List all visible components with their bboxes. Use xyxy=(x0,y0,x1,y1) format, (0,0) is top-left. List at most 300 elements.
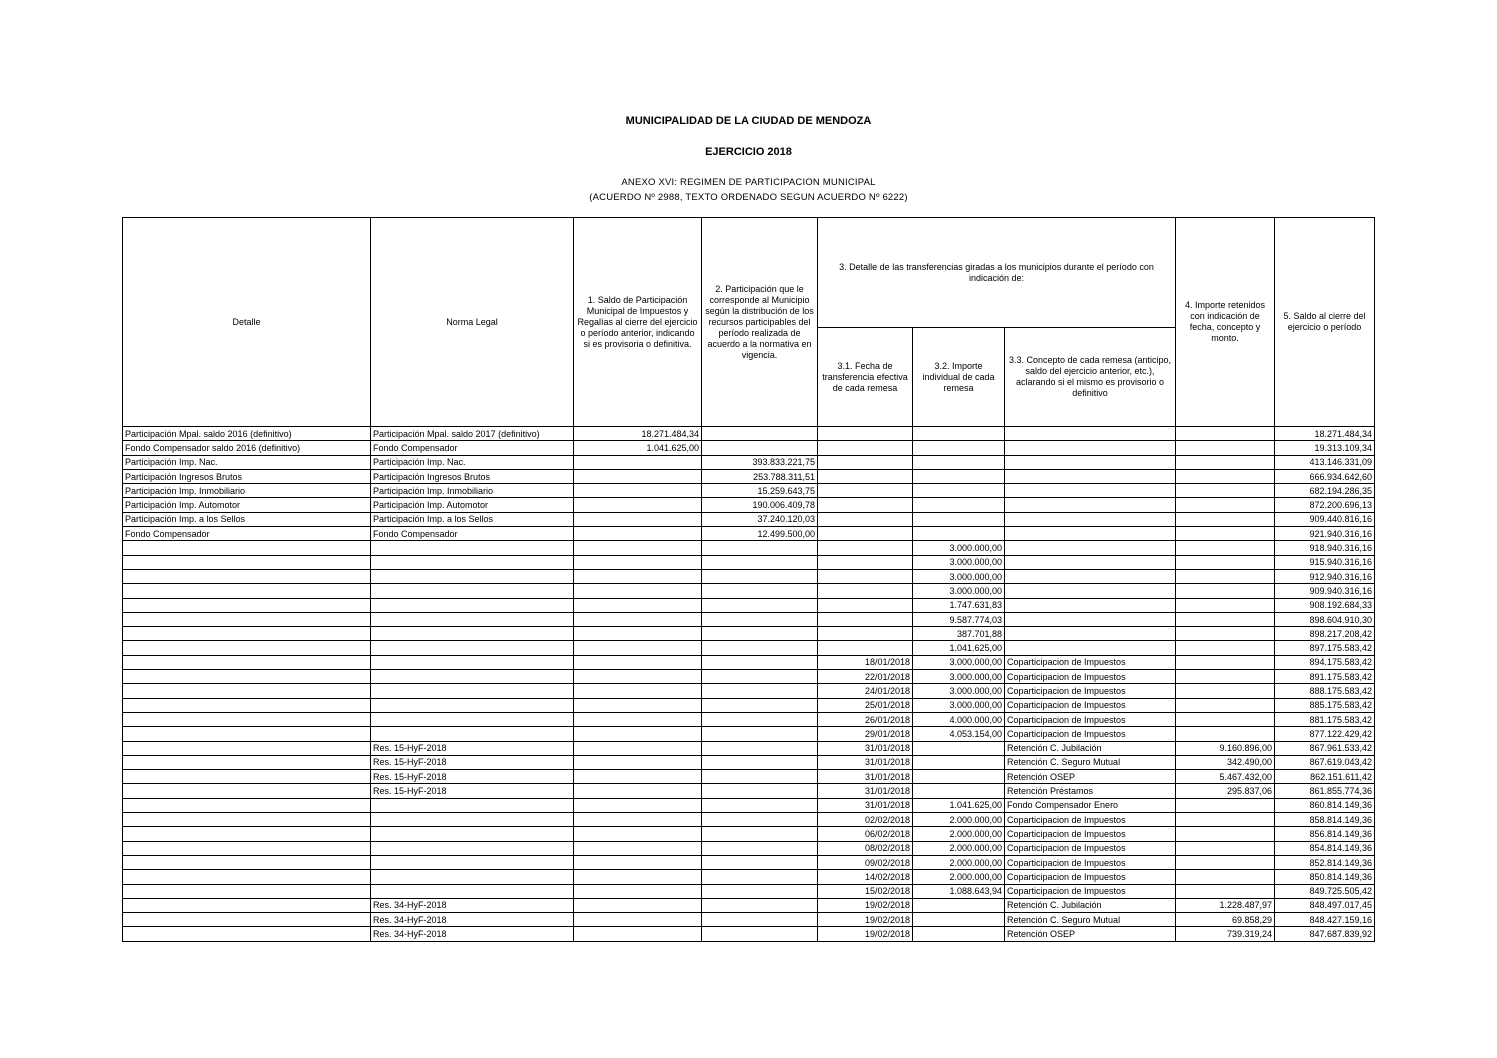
cell-saldo-cierre: 881.175.583,42 xyxy=(1275,712,1375,726)
table-row xyxy=(123,741,1375,755)
cell-detalle xyxy=(123,698,371,712)
table-row xyxy=(123,527,1375,541)
cell-saldo-anterior xyxy=(574,455,702,469)
cell-retenido xyxy=(1176,670,1275,684)
cell-participacion xyxy=(702,755,818,769)
cell-participacion xyxy=(702,641,818,655)
cell-participacion xyxy=(702,712,818,726)
cell-participacion xyxy=(702,541,818,555)
cell-retenido: 295.837,06 xyxy=(1176,784,1275,798)
cell-importe: 3.000.000,00 xyxy=(913,569,1005,583)
org-title: MUNICIPALIDAD DE LA CIUDAD DE MENDOZA xyxy=(625,115,872,127)
table-row xyxy=(123,684,1375,698)
cell-concepto: Retención OSEP xyxy=(1005,927,1176,941)
cell-concepto: Coparticipacion de Impuestos xyxy=(1005,855,1176,869)
cell-norma-legal xyxy=(371,612,574,626)
col-header-2: 2. Participación que le corresponde al Municipio según la distribución de los recursos participables del período realizada de acuerdo a la normativa en vigencia. xyxy=(702,218,818,427)
cell-norma-legal: Participación Ingresos Brutos xyxy=(371,469,574,483)
table-row xyxy=(123,455,1375,469)
cell-concepto: Coparticipacion de Impuestos xyxy=(1005,684,1176,698)
cell-importe: 2.000.000,00 xyxy=(913,855,1005,869)
cell-norma-legal xyxy=(371,555,574,569)
cell-saldo-cierre: 867.961.533,42 xyxy=(1275,741,1375,755)
cell-detalle xyxy=(123,927,371,941)
cell-importe: 2.000.000,00 xyxy=(913,841,1005,855)
cell-participacion xyxy=(702,655,818,669)
cell-participacion: 15.259.643,75 xyxy=(702,484,818,498)
cell-fecha xyxy=(818,527,913,541)
table-row xyxy=(123,612,1375,626)
cell-saldo-cierre: 897.175.583,42 xyxy=(1275,641,1375,655)
cell-fecha: 19/02/2018 xyxy=(818,913,913,927)
cell-participacion xyxy=(702,784,818,798)
table-body xyxy=(123,427,1375,942)
cell-saldo-cierre: 856.814.149,36 xyxy=(1275,827,1375,841)
cell-retenido xyxy=(1176,870,1275,884)
cell-detalle xyxy=(123,841,371,855)
cell-norma-legal: Res. 34-HyF-2018 xyxy=(371,898,574,912)
table-row xyxy=(123,655,1375,669)
cell-norma-legal xyxy=(371,670,574,684)
cell-retenido xyxy=(1176,827,1275,841)
cell-importe xyxy=(913,455,1005,469)
cell-detalle xyxy=(123,612,371,626)
cell-detalle xyxy=(123,855,371,869)
table-row xyxy=(123,427,1375,441)
cell-participacion xyxy=(702,612,818,626)
cell-saldo-cierre: 877.122.429,42 xyxy=(1275,727,1375,741)
cell-participacion xyxy=(702,827,818,841)
cell-saldo-anterior: 18.271.484,34 xyxy=(574,427,702,441)
cell-participacion: 393.833.221,75 xyxy=(702,455,818,469)
cell-detalle xyxy=(123,584,371,598)
cell-concepto xyxy=(1005,498,1176,512)
cell-detalle: Participación Imp. Inmobiliario xyxy=(123,484,371,498)
cell-fecha: 02/02/2018 xyxy=(818,813,913,827)
cell-norma-legal xyxy=(371,584,574,598)
cell-norma-legal xyxy=(371,827,574,841)
table-row xyxy=(123,555,1375,569)
cell-fecha xyxy=(818,455,913,469)
cell-detalle: Participación Imp. Automotor xyxy=(123,498,371,512)
cell-retenido xyxy=(1176,813,1275,827)
cell-detalle xyxy=(123,684,371,698)
cell-participacion xyxy=(702,584,818,598)
cell-detalle xyxy=(123,555,371,569)
cell-saldo-cierre: 848.497.017,45 xyxy=(1275,898,1375,912)
cell-fecha xyxy=(818,598,913,612)
col-header-3-1: 3.1. Fecha de transferencia efectiva de cada remesa xyxy=(818,328,913,427)
cell-fecha: 14/02/2018 xyxy=(818,870,913,884)
cell-fecha: 09/02/2018 xyxy=(818,855,913,869)
cell-participacion xyxy=(702,670,818,684)
cell-retenido xyxy=(1176,727,1275,741)
table-row xyxy=(123,870,1375,884)
table-row xyxy=(123,884,1375,898)
cell-importe: 1.041.625,00 xyxy=(913,798,1005,812)
cell-concepto xyxy=(1005,469,1176,483)
cell-retenido xyxy=(1176,712,1275,726)
cell-participacion xyxy=(702,870,818,884)
cell-participacion xyxy=(702,913,818,927)
col-header-3-2: 3.2. Importe individual de cada remesa xyxy=(913,328,1005,427)
cell-saldo-cierre: 872.200.696,13 xyxy=(1275,498,1375,512)
table-row xyxy=(123,469,1375,483)
cell-saldo-anterior xyxy=(574,612,702,626)
cell-saldo-cierre: 921.940.316,16 xyxy=(1275,527,1375,541)
cell-retenido xyxy=(1176,441,1275,455)
cell-saldo-anterior xyxy=(574,813,702,827)
cell-saldo-anterior xyxy=(574,770,702,784)
table-row xyxy=(123,441,1375,455)
cell-detalle xyxy=(123,827,371,841)
cell-participacion xyxy=(702,898,818,912)
cell-importe: 1.747.631,83 xyxy=(913,598,1005,612)
cell-participacion: 190.006.409,78 xyxy=(702,498,818,512)
cell-norma-legal: Participación Imp. Automotor xyxy=(371,498,574,512)
cell-fecha xyxy=(818,484,913,498)
cell-detalle: Participación Imp. a los Sellos xyxy=(123,512,371,526)
cell-participacion xyxy=(702,684,818,698)
cell-participacion xyxy=(702,855,818,869)
cell-concepto: Coparticipacion de Impuestos xyxy=(1005,698,1176,712)
cell-importe xyxy=(913,770,1005,784)
cell-norma-legal xyxy=(371,641,574,655)
cell-participacion xyxy=(702,884,818,898)
cell-retenido xyxy=(1176,569,1275,583)
cell-concepto: Coparticipacion de Impuestos xyxy=(1005,870,1176,884)
cell-saldo-cierre: 847.687.839,92 xyxy=(1275,927,1375,941)
cell-fecha: 31/01/2018 xyxy=(818,755,913,769)
cell-concepto xyxy=(1005,441,1176,455)
cell-retenido xyxy=(1176,584,1275,598)
cell-norma-legal xyxy=(371,541,574,555)
cell-saldo-anterior: 1.041.625,00 xyxy=(574,441,702,455)
cell-retenido xyxy=(1176,855,1275,869)
table-row xyxy=(123,569,1375,583)
cell-saldo-cierre: 413.146.331,09 xyxy=(1275,455,1375,469)
cell-participacion xyxy=(702,727,818,741)
cell-norma-legal xyxy=(371,698,574,712)
table-row xyxy=(123,498,1375,512)
cell-norma-legal xyxy=(371,684,574,698)
cell-concepto xyxy=(1005,612,1176,626)
cell-fecha: 19/02/2018 xyxy=(818,898,913,912)
cell-importe: 1.088.643,94 xyxy=(913,884,1005,898)
cell-detalle xyxy=(123,541,371,555)
cell-norma-legal xyxy=(371,655,574,669)
cell-importe: 2.000.000,00 xyxy=(913,870,1005,884)
cell-participacion xyxy=(702,427,818,441)
cell-fecha: 19/02/2018 xyxy=(818,927,913,941)
cell-saldo-anterior xyxy=(574,469,702,483)
cell-retenido xyxy=(1176,469,1275,483)
cell-retenido: 5.467.432,00 xyxy=(1176,770,1275,784)
cell-detalle: Participación Ingresos Brutos xyxy=(123,469,371,483)
cell-fecha: 18/01/2018 xyxy=(818,655,913,669)
cell-saldo-anterior xyxy=(574,898,702,912)
cell-saldo-anterior xyxy=(574,498,702,512)
cell-saldo-cierre: 858.814.149,36 xyxy=(1275,813,1375,827)
cell-importe xyxy=(913,741,1005,755)
cell-detalle xyxy=(123,727,371,741)
col-header-3: 3. Detalle de las transferencias giradas a los municipios durante el período con indicación de: xyxy=(818,218,1176,328)
cell-importe: 3.000.000,00 xyxy=(913,541,1005,555)
cell-detalle xyxy=(123,712,371,726)
cell-detalle xyxy=(123,741,371,755)
cell-norma-legal xyxy=(371,870,574,884)
cell-concepto: Coparticipacion de Impuestos xyxy=(1005,841,1176,855)
cell-importe xyxy=(913,441,1005,455)
table-row xyxy=(123,855,1375,869)
table-row xyxy=(123,798,1375,812)
cell-participacion xyxy=(702,741,818,755)
cell-fecha: 24/01/2018 xyxy=(818,684,913,698)
cell-fecha xyxy=(818,627,913,641)
cell-norma-legal: Participación Imp. Inmobiliario xyxy=(371,484,574,498)
cell-detalle xyxy=(123,670,371,684)
cell-saldo-anterior xyxy=(574,584,702,598)
cell-saldo-cierre: 682.194.286,35 xyxy=(1275,484,1375,498)
cell-importe: 4.053.154,00 xyxy=(913,727,1005,741)
cell-norma-legal xyxy=(371,841,574,855)
table-row xyxy=(123,755,1375,769)
cell-saldo-anterior xyxy=(574,684,702,698)
cell-detalle xyxy=(123,898,371,912)
cell-saldo-anterior xyxy=(574,727,702,741)
cell-concepto xyxy=(1005,427,1176,441)
table-row xyxy=(123,784,1375,798)
cell-saldo-anterior xyxy=(574,827,702,841)
cell-saldo-anterior xyxy=(574,798,702,812)
cell-retenido xyxy=(1176,555,1275,569)
participation-table xyxy=(122,217,1375,942)
cell-importe xyxy=(913,498,1005,512)
year-title: EJERCICIO 2018 xyxy=(705,146,792,158)
col-header-norma: Norma Legal xyxy=(371,218,574,427)
cell-saldo-anterior xyxy=(574,512,702,526)
cell-saldo-cierre: 908.192.684,33 xyxy=(1275,598,1375,612)
cell-participacion xyxy=(702,798,818,812)
cell-detalle: Fondo Compensador saldo 2016 (definitivo) xyxy=(123,441,371,455)
cell-retenido xyxy=(1176,484,1275,498)
table-row xyxy=(123,841,1375,855)
table-row xyxy=(123,770,1375,784)
cell-concepto: Coparticipacion de Impuestos xyxy=(1005,712,1176,726)
cell-fecha xyxy=(818,584,913,598)
cell-concepto xyxy=(1005,627,1176,641)
cell-saldo-cierre: 19.313.109,34 xyxy=(1275,441,1375,455)
cell-participacion: 253.788.311,51 xyxy=(702,469,818,483)
cell-retenido xyxy=(1176,541,1275,555)
cell-detalle xyxy=(123,913,371,927)
cell-participacion xyxy=(702,770,818,784)
table-row xyxy=(123,698,1375,712)
cell-fecha xyxy=(818,569,913,583)
cell-saldo-anterior xyxy=(574,598,702,612)
cell-saldo-cierre: 852.814.149,36 xyxy=(1275,855,1375,869)
cell-saldo-cierre: 915.940.316,16 xyxy=(1275,555,1375,569)
cell-participacion xyxy=(702,813,818,827)
cell-fecha: 31/01/2018 xyxy=(818,798,913,812)
cell-saldo-anterior xyxy=(574,641,702,655)
cell-participacion xyxy=(702,927,818,941)
cell-participacion xyxy=(702,569,818,583)
cell-concepto: Coparticipacion de Impuestos xyxy=(1005,813,1176,827)
cell-participacion: 12.499.500,00 xyxy=(702,527,818,541)
cell-importe xyxy=(913,898,1005,912)
cell-fecha: 22/01/2018 xyxy=(818,670,913,684)
cell-saldo-cierre: 912.940.316,16 xyxy=(1275,569,1375,583)
cell-fecha: 26/01/2018 xyxy=(818,712,913,726)
table-row xyxy=(123,512,1375,526)
cell-importe xyxy=(913,913,1005,927)
cell-retenido: 1.228.487,97 xyxy=(1176,898,1275,912)
cell-retenido xyxy=(1176,455,1275,469)
cell-detalle xyxy=(123,627,371,641)
cell-saldo-anterior xyxy=(574,627,702,641)
cell-fecha: 08/02/2018 xyxy=(818,841,913,855)
cell-saldo-cierre: 891.175.583,42 xyxy=(1275,670,1375,684)
cell-importe: 1.041.625,00 xyxy=(913,641,1005,655)
table-row xyxy=(123,727,1375,741)
cell-participacion xyxy=(702,598,818,612)
cell-fecha xyxy=(818,612,913,626)
cell-importe xyxy=(913,784,1005,798)
cell-saldo-anterior xyxy=(574,670,702,684)
cell-saldo-anterior xyxy=(574,555,702,569)
cell-importe xyxy=(913,755,1005,769)
cell-norma-legal xyxy=(371,727,574,741)
cell-saldo-cierre: 867.619.043,42 xyxy=(1275,755,1375,769)
cell-norma-legal xyxy=(371,569,574,583)
cell-concepto: Retención C. Jubilación xyxy=(1005,741,1176,755)
cell-detalle: Fondo Compensador xyxy=(123,527,371,541)
cell-detalle xyxy=(123,770,371,784)
cell-retenido xyxy=(1176,512,1275,526)
cell-retenido xyxy=(1176,598,1275,612)
table-row xyxy=(123,913,1375,927)
cell-concepto xyxy=(1005,455,1176,469)
cell-saldo-anterior xyxy=(574,484,702,498)
cell-saldo-anterior xyxy=(574,541,702,555)
cell-concepto xyxy=(1005,584,1176,598)
cell-fecha xyxy=(818,498,913,512)
cell-fecha: 06/02/2018 xyxy=(818,827,913,841)
cell-concepto: Fondo Compensador Enero xyxy=(1005,798,1176,812)
cell-importe: 387.701,88 xyxy=(913,627,1005,641)
cell-retenido xyxy=(1176,798,1275,812)
cell-norma-legal: Participación Imp. Nac. xyxy=(371,455,574,469)
cell-saldo-cierre: 848.427.159,16 xyxy=(1275,913,1375,927)
cell-importe xyxy=(913,512,1005,526)
cell-retenido: 9.160.896,00 xyxy=(1176,741,1275,755)
cell-saldo-anterior xyxy=(574,870,702,884)
cell-saldo-anterior xyxy=(574,841,702,855)
cell-saldo-anterior xyxy=(574,884,702,898)
cell-fecha: 15/02/2018 xyxy=(818,884,913,898)
cell-concepto: Coparticipacion de Impuestos xyxy=(1005,884,1176,898)
cell-fecha: 31/01/2018 xyxy=(818,784,913,798)
cell-retenido xyxy=(1176,641,1275,655)
cell-norma-legal: Res. 15-HyF-2018 xyxy=(371,784,574,798)
cell-detalle xyxy=(123,655,371,669)
cell-retenido xyxy=(1176,527,1275,541)
cell-importe: 3.000.000,00 xyxy=(913,698,1005,712)
cell-concepto: Coparticipacion de Impuestos xyxy=(1005,727,1176,741)
cell-saldo-cierre: 894.175.583,42 xyxy=(1275,655,1375,669)
cell-importe: 3.000.000,00 xyxy=(913,655,1005,669)
cell-concepto: Coparticipacion de Impuestos xyxy=(1005,655,1176,669)
cell-detalle xyxy=(123,784,371,798)
cell-concepto: Retención C. Seguro Mutual xyxy=(1005,755,1176,769)
cell-concepto xyxy=(1005,484,1176,498)
cell-detalle xyxy=(123,870,371,884)
cell-concepto xyxy=(1005,598,1176,612)
cell-detalle xyxy=(123,569,371,583)
cell-fecha xyxy=(818,512,913,526)
cell-norma-legal: Res. 15-HyF-2018 xyxy=(371,741,574,755)
cell-concepto xyxy=(1005,512,1176,526)
cell-retenido xyxy=(1176,627,1275,641)
cell-norma-legal: Fondo Compensador xyxy=(371,527,574,541)
cell-retenido xyxy=(1176,498,1275,512)
cell-norma-legal: Res. 15-HyF-2018 xyxy=(371,770,574,784)
col-header-1: 1. Saldo de Participación Municipal de Impuestos y Regalías al cierre del ejercicio o período anterior, indicando si es provisoria o definitiva. xyxy=(574,218,702,427)
cell-saldo-cierre: 909.940.316,16 xyxy=(1275,584,1375,598)
cell-retenido xyxy=(1176,698,1275,712)
cell-concepto xyxy=(1005,641,1176,655)
agreement-subtitle: (ACUERDO Nº 2988, TEXTO ORDENADO SEGUN ACUERDO Nº 6222) xyxy=(589,192,908,203)
col-header-detalle: Detalle xyxy=(123,218,371,427)
cell-detalle: Participación Imp. Nac. xyxy=(123,455,371,469)
cell-importe: 3.000.000,00 xyxy=(913,584,1005,598)
cell-saldo-anterior xyxy=(574,855,702,869)
table-row xyxy=(123,827,1375,841)
cell-saldo-cierre: 860.814.149,36 xyxy=(1275,798,1375,812)
cell-retenido xyxy=(1176,612,1275,626)
cell-norma-legal xyxy=(371,798,574,812)
cell-retenido xyxy=(1176,841,1275,855)
cell-concepto: Retención Préstamos xyxy=(1005,784,1176,798)
cell-saldo-cierre: 18.271.484,34 xyxy=(1275,427,1375,441)
cell-concepto: Coparticipacion de Impuestos xyxy=(1005,827,1176,841)
cell-detalle xyxy=(123,884,371,898)
cell-concepto: Retención C. Jubilación xyxy=(1005,898,1176,912)
cell-participacion xyxy=(702,627,818,641)
cell-norma-legal xyxy=(371,855,574,869)
cell-saldo-cierre: 885.175.583,42 xyxy=(1275,698,1375,712)
cell-norma-legal: Res. 34-HyF-2018 xyxy=(371,927,574,941)
cell-fecha: 31/01/2018 xyxy=(818,770,913,784)
col-header-3-3: 3.3. Concepto de cada remesa (anticipo, saldo del ejercicio anterior, etc.), aclarando si el mismo es provisorio o definitivo xyxy=(1005,328,1176,427)
cell-importe xyxy=(913,527,1005,541)
cell-fecha xyxy=(818,441,913,455)
cell-saldo-cierre: 862.151.611,42 xyxy=(1275,770,1375,784)
cell-detalle xyxy=(123,641,371,655)
cell-concepto: Coparticipacion de Impuestos xyxy=(1005,670,1176,684)
cell-fecha: 29/01/2018 xyxy=(818,727,913,741)
table-row xyxy=(123,627,1375,641)
cell-fecha xyxy=(818,469,913,483)
cell-saldo-cierre: 861.855.774,36 xyxy=(1275,784,1375,798)
cell-saldo-anterior xyxy=(574,755,702,769)
cell-norma-legal xyxy=(371,884,574,898)
cell-importe: 2.000.000,00 xyxy=(913,827,1005,841)
cell-importe xyxy=(913,484,1005,498)
table-row xyxy=(123,484,1375,498)
cell-importe: 2.000.000,00 xyxy=(913,813,1005,827)
